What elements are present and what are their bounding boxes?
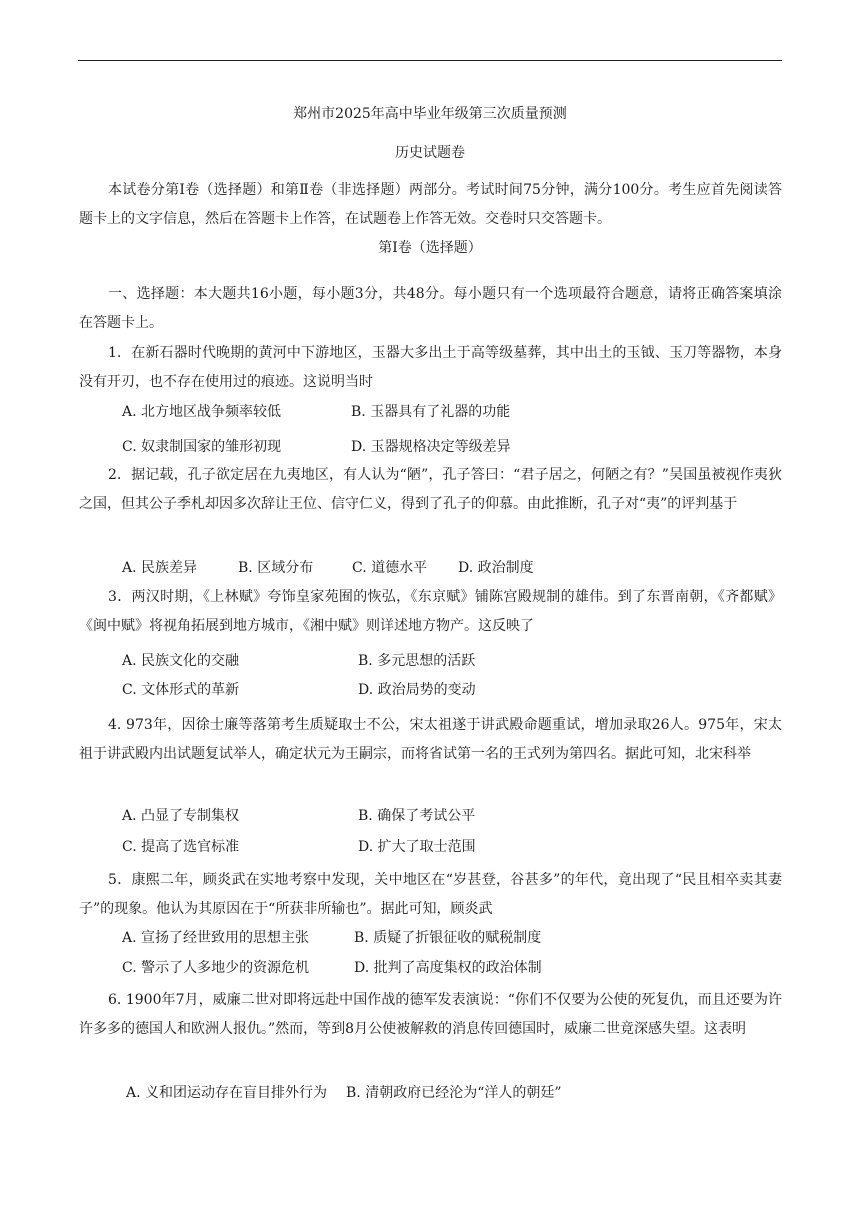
- question-5-option-c: C. 警示了人多地少的资源危机: [122, 960, 310, 976]
- question-5-option-d: D. 批判了高度集权的政治体制: [354, 960, 542, 976]
- exam-title: 郑州市2025年高中毕业年级第三次质量预测: [293, 106, 567, 122]
- question-4-option-c: C. 提高了选官标准: [122, 839, 240, 855]
- question-4-option-d: D. 扩大了取士范围: [358, 839, 476, 855]
- question-3-stem: 3．两汉时期，《上林赋》夸饰皇家苑囿的恢弘，《东京赋》铺陈宫殿规制的雄伟。到了东晋南朝，《齐都赋》《闽中赋》将视角拓展到地方城市，《湘中赋》则详述地方物产。这反映了: [79, 589, 782, 634]
- header-rule: [78, 60, 782, 61]
- question-4-stem: 4. 973年，因徐士廉等落第考生质疑取士不公，宋太祖遂于讲武殿命题重试，增加录取26人。975年，宋太祖于讲武殿内出试题复试举人，确定状元为王嗣宗，而将省试第一名的王式列为第四名。据此可知，北宋科举: [79, 717, 782, 762]
- question-1-option-d: D. 玉器规格决定等级差异: [351, 439, 511, 455]
- question-6-stem: 6. 1900年7月，威廉二世对即将远赴中国作战的德军发表演说：“你们不仅要为公使的死复仇，而且还要为许许多多的德国人和欧洲人报仇。”然而，等到8月公使被解救的消息传回德国时，威廉二世竟深感失望。这表明: [79, 992, 782, 1037]
- question-1-stem: 1．在新石器时代晚期的黄河中下游地区，玉器大多出土于高等级墓葬，其中出土的玉钺、玉刀等器物，本身没有开刃，也不存在使用过的痕迹。这说明当时: [79, 345, 782, 390]
- question-5-option-b: B. 质疑了折银征收的赋税制度: [354, 930, 542, 946]
- question-2-option-d: D. 政治制度: [458, 560, 534, 576]
- question-1-option-c: C. 奴隶制国家的雏形初现: [122, 439, 282, 455]
- question-2-option-c: C. 道德水平: [352, 560, 428, 576]
- section-heading: 第Ⅰ卷（选择题）: [378, 240, 482, 256]
- question-6-option-b: B. 清朝政府已经沦为“洋人的朝廷”: [346, 1085, 562, 1101]
- question-2-stem: 2．据记载，孔子欲定居在九夷地区，有人认为“陋”，孔子答曰：“君子居之，何陋之有？”吴国虽被视作夷狄之国，但其公子季札却因多次辞让王位、信守仁义，得到了孔子的仰慕。由此推断，孔子对“夷”的评判基于: [79, 467, 782, 512]
- question-4-option-b: B. 确保了考试公平: [358, 808, 476, 824]
- question-1-option-a: A. 北方地区战争频率较低: [122, 404, 282, 420]
- question-5-option-a: A. 宣扬了经世致用的思想主张: [122, 930, 310, 946]
- question-6-option-a: A. 义和团运动存在盲目排外行为: [126, 1085, 328, 1101]
- question-1-option-b: B. 玉器具有了礼器的功能: [351, 404, 511, 420]
- question-5-stem: 5．康熙二年，顾炎武在实地考察中发现，关中地区在“岁甚登，谷甚多”的年代，竟出现了“民且相卒卖其妻子”的现象。他认为其原因在于“所获非所输也”。据此可知，顾炎武: [79, 872, 782, 917]
- exam-subtitle: 历史试题卷: [395, 145, 465, 161]
- exam-intro: 本试卷分第Ⅰ卷（选择题）和第Ⅱ卷（非选择题）两部分。考试时间75分钟，满分100分。考生应首先阅读答题卡上的文字信息，然后在答题卡上作答，在试题卷上作答无效。交卷时只交答题卡。: [79, 182, 782, 227]
- question-2-option-a: A. 民族差异: [122, 560, 198, 576]
- question-3-option-c: C. 文体形式的革新: [122, 682, 240, 698]
- question-3-option-d: D. 政治局势的变动: [358, 682, 476, 698]
- instructions: 一、选择题：本大题共16小题，每小题3分，共48分。每小题只有一个选项最符合题意，请将正确答案填涂在答题卡上。: [79, 286, 782, 331]
- question-4-option-a: A. 凸显了专制集权: [122, 808, 240, 824]
- question-2-option-b: B. 区域分布: [238, 560, 314, 576]
- question-3-option-a: A. 民族文化的交融: [122, 653, 240, 669]
- question-3-option-b: B. 多元思想的活跃: [358, 653, 476, 669]
